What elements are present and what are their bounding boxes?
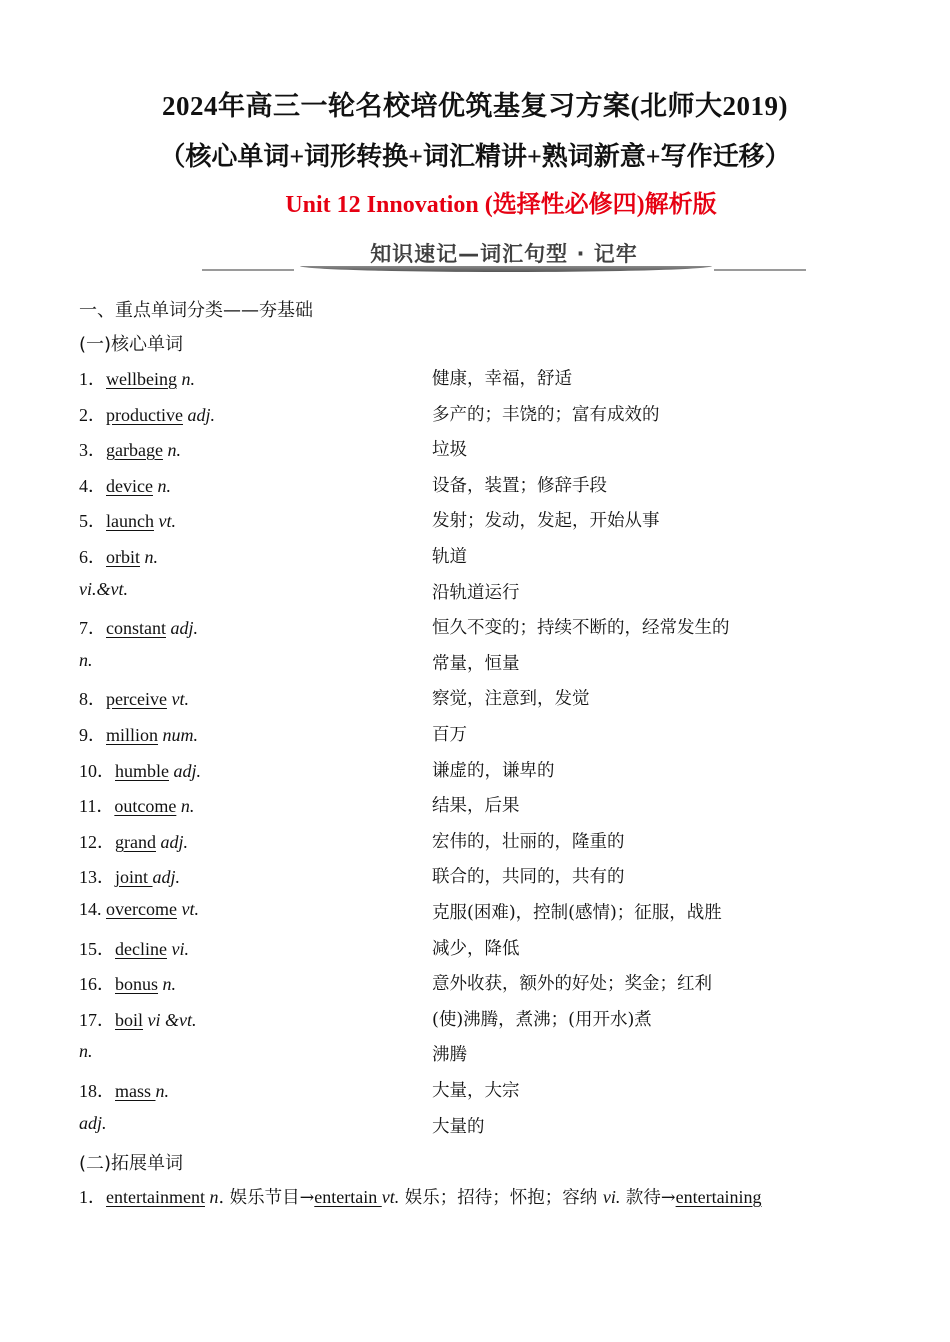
word-term: launch — [106, 511, 154, 531]
word-pos: vt. — [166, 689, 189, 709]
word-number: 16． — [79, 974, 115, 994]
word-pos: adj. — [152, 867, 181, 887]
word-pos: vi. — [166, 939, 189, 959]
word-meaning: 常量，恒量 — [432, 654, 520, 674]
core-word-row — [79, 863, 879, 891]
word-meaning: 垃圾 — [432, 440, 467, 460]
core-word-row — [79, 899, 879, 927]
word-term: bonus — [115, 974, 159, 994]
word-meaning: 大量，大宗 — [432, 1081, 520, 1101]
banner-right-rule — [714, 269, 806, 271]
word-pos: adj. — [182, 405, 215, 425]
word-number: 2． — [79, 405, 106, 425]
word-term: productive — [106, 405, 183, 425]
word-term: boil — [115, 1010, 144, 1030]
core-word-row — [79, 579, 879, 607]
word-pos: vi &vt. — [143, 1010, 197, 1030]
word-pos: adj. — [166, 618, 199, 638]
word-term: grand — [115, 832, 156, 852]
core-word-row — [79, 685, 879, 713]
core-word-row — [79, 970, 879, 998]
core-word-row — [79, 401, 879, 429]
word-number: 9． — [79, 725, 106, 745]
core-word-row — [79, 436, 879, 464]
word-number: 6． — [79, 547, 106, 567]
word-meaning: 意外收获，额外的好处；奖金；红利 — [432, 974, 712, 994]
word-pos: n. — [79, 650, 93, 670]
word-number: 4． — [79, 476, 106, 496]
word-meaning: 宏伟的，壮丽的，隆重的 — [432, 832, 625, 852]
word-pos: adj. — [155, 832, 188, 852]
word-number: 12． — [79, 832, 115, 852]
word-term: decline — [115, 939, 167, 959]
word-pos: n. — [162, 440, 181, 460]
core-word-row — [79, 828, 879, 856]
core-word-row — [79, 935, 879, 963]
entry-word: entertainment — [106, 1187, 205, 1207]
banner-left-rule — [202, 269, 294, 271]
word-term: mass — [115, 1081, 156, 1101]
core-word-row — [79, 1113, 879, 1141]
word-number: 13． — [79, 867, 115, 887]
word-term: orbit — [106, 547, 140, 567]
word-term: wellbeing — [106, 369, 177, 389]
word-pos: vi.&vt. — [79, 579, 128, 599]
core-word-row — [79, 792, 879, 820]
word-pos: num. — [158, 725, 199, 745]
word-number: 18． — [79, 1081, 115, 1101]
word-pos: vt. — [153, 511, 176, 531]
document-title: 2024年高三一轮名校培优筑基复习方案(北师大2019) — [162, 91, 788, 121]
core-word-row — [79, 1077, 879, 1105]
word-meaning: 察觉，注意到，发觉 — [432, 689, 590, 709]
word-meaning: 结果，后果 — [432, 796, 520, 816]
word-pos: n. — [140, 547, 158, 567]
extended-words-heading: (二)拓展单词 — [79, 1153, 184, 1174]
word-meaning: 联合的，共同的，共有的 — [432, 867, 625, 887]
entry-derived-pos: vt. — [381, 1187, 400, 1207]
word-meaning: 谦虚的，谦卑的 — [432, 761, 555, 781]
entry-derived-pos-2: vi. — [602, 1187, 621, 1207]
word-meaning: 发射；发动，发起，开始从事 — [432, 511, 660, 531]
entry-derived-word-2: entertaining — [675, 1187, 762, 1207]
word-meaning: 克服(困难)，控制(感情)；征服，战胜 — [432, 903, 722, 923]
word-pos: n. — [176, 369, 195, 389]
entry-meaning: . 娱乐节目→ — [218, 1188, 315, 1208]
word-number: 11． — [79, 796, 115, 816]
word-term: constant — [106, 618, 166, 638]
word-number: 17． — [79, 1010, 115, 1030]
core-word-row — [79, 507, 879, 535]
section-banner — [202, 236, 806, 276]
extended-word-entry — [79, 1183, 762, 1209]
document-subtitle: （核心单词+词形转换+词汇精讲+熟词新意+写作迁移） — [159, 142, 791, 171]
word-number: 3． — [79, 440, 106, 460]
word-term: million — [106, 725, 159, 745]
word-term: device — [106, 476, 153, 496]
core-word-row — [79, 1041, 879, 1069]
core-word-row — [79, 721, 879, 749]
word-pos: vt. — [176, 899, 199, 919]
word-pos: n. — [152, 476, 171, 496]
word-term: joint — [115, 867, 153, 887]
word-meaning: 恒久不变的；持续不断的，经常发生的 — [432, 618, 730, 638]
word-meaning: (使)沸腾，煮沸；(用开水)煮 — [432, 1010, 652, 1030]
word-number: 8． — [79, 689, 106, 709]
word-number: 10． — [79, 761, 115, 781]
word-meaning: 沸腾 — [432, 1045, 467, 1065]
unit-title: Unit 12 Innovation (选择性必修四)解析版 — [285, 192, 717, 218]
word-meaning: 多产的；丰饶的；富有成效的 — [432, 405, 660, 425]
core-word-row — [79, 472, 879, 500]
section-heading: 一、重点单词分类——夯基础 — [79, 300, 313, 321]
core-word-row — [79, 543, 879, 571]
word-number: 1． — [79, 369, 106, 389]
word-meaning: 百万 — [432, 725, 467, 745]
entry-derived-meaning: 娱乐；招待；怀抱；容纳 — [399, 1188, 603, 1208]
core-word-row — [79, 650, 879, 678]
word-term: garbage — [106, 440, 163, 460]
word-pos: n. — [158, 974, 177, 994]
core-word-row — [79, 757, 879, 785]
entry-pos: n — [204, 1187, 219, 1207]
word-meaning: 大量的 — [432, 1117, 485, 1137]
word-pos: adj. — [79, 1113, 107, 1133]
word-meaning: 轨道 — [432, 547, 467, 567]
word-pos: n. — [79, 1041, 93, 1061]
core-words-heading: (一)核心单词 — [79, 334, 184, 355]
word-meaning: 设备，装置；修辞手段 — [432, 476, 607, 496]
word-number: 14. — [79, 899, 106, 919]
word-pos: n. — [176, 796, 195, 816]
word-term: perceive — [106, 689, 167, 709]
core-word-row — [79, 614, 879, 642]
word-number: 5． — [79, 511, 106, 531]
entry-derived-meaning-2: 款待→ — [620, 1188, 676, 1208]
word-number: 15． — [79, 939, 115, 959]
word-pos: adj. — [169, 761, 202, 781]
word-meaning: 沿轨道运行 — [432, 583, 520, 603]
core-word-row — [79, 365, 879, 393]
entry-number: 1． — [79, 1187, 106, 1207]
word-meaning: 健康，幸福，舒适 — [432, 369, 572, 389]
word-term: overcome — [106, 899, 177, 919]
word-number: 7． — [79, 618, 106, 638]
word-meaning: 减少，降低 — [432, 939, 520, 959]
core-word-row — [79, 1006, 879, 1034]
banner-text: 知识速记—词汇句型 · 记牢 — [370, 242, 638, 266]
word-pos: n. — [155, 1081, 169, 1101]
entry-derived-word: entertain — [314, 1187, 382, 1207]
word-term: outcome — [114, 796, 177, 816]
word-term: humble — [115, 761, 169, 781]
